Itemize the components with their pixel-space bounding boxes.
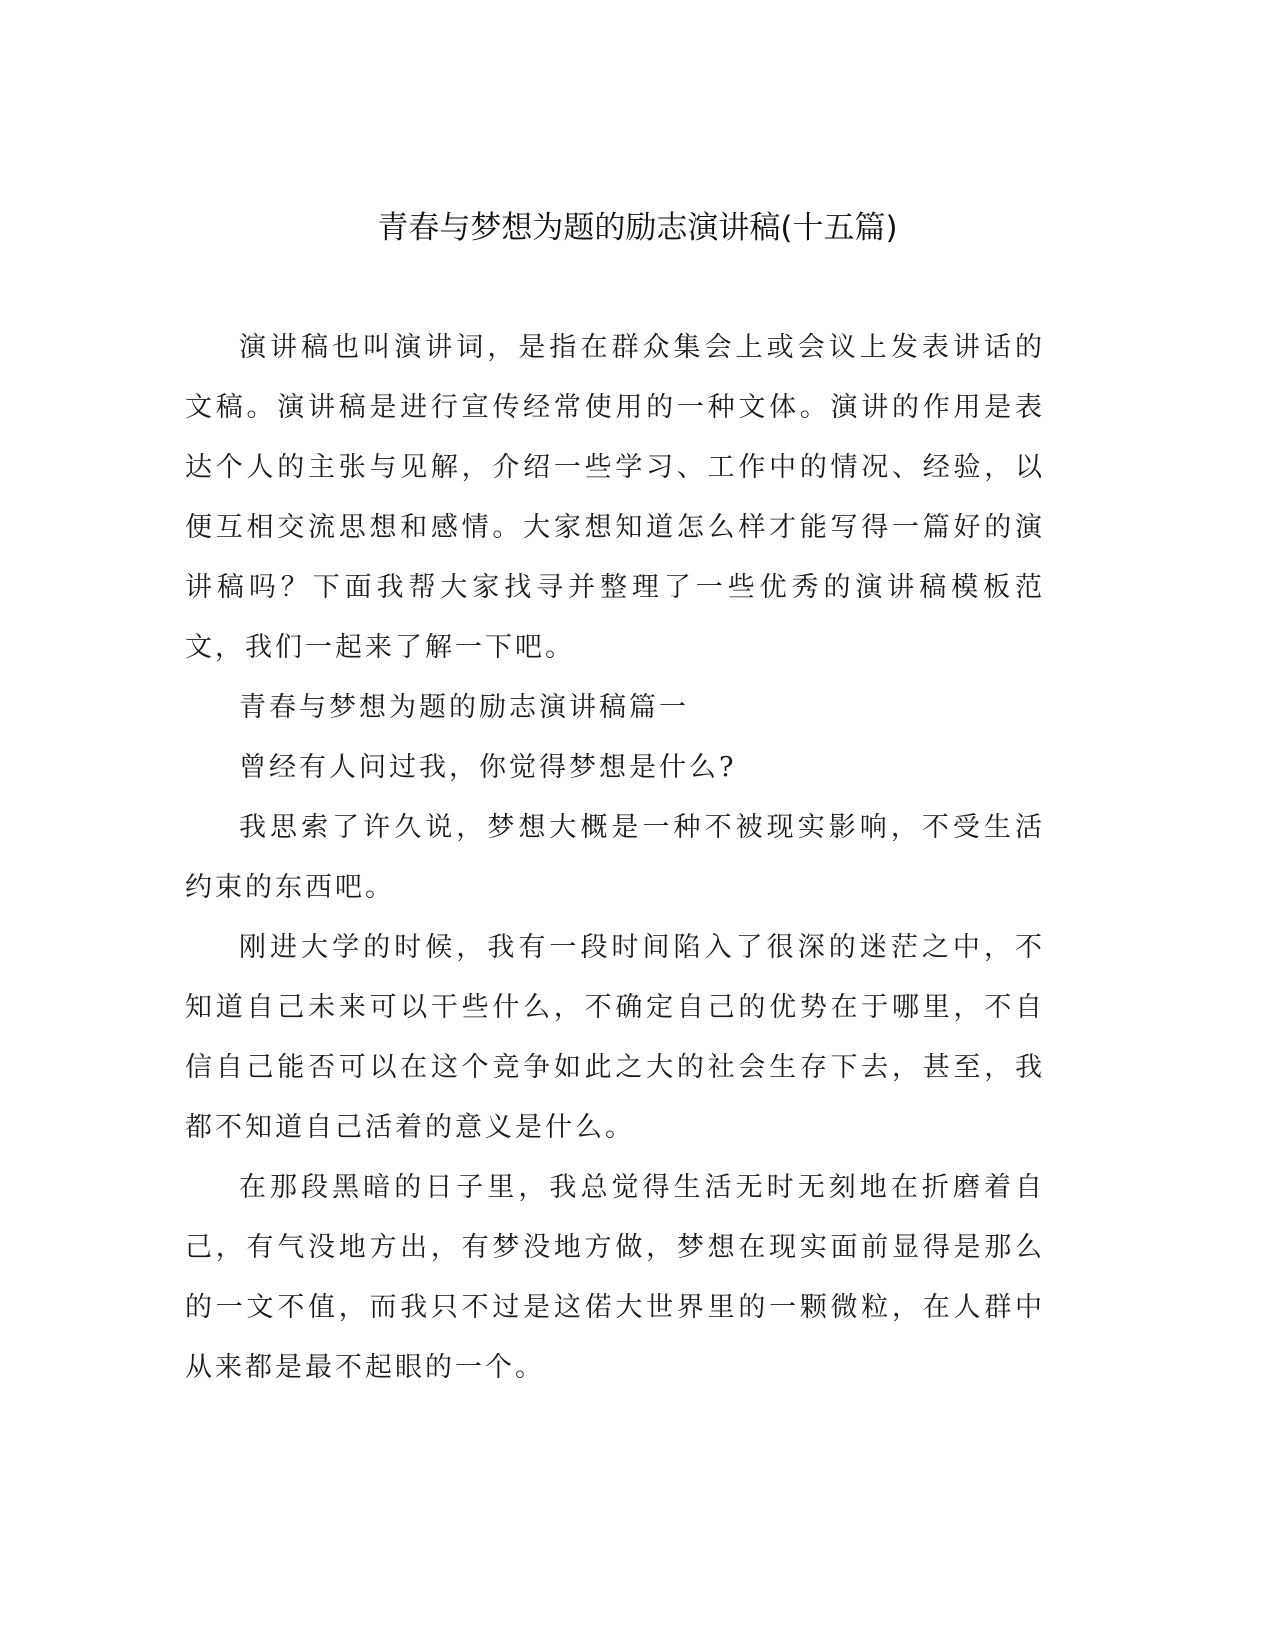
paragraph: 我思索了许久说，梦想大概是一种不被现实影响，不受生活约束的东西吧。: [185, 812, 1045, 903]
paragraph: 在那段黑暗的日子里，我总觉得生活无时无刻地在折磨着自己，有气没地方出，有梦没地方做，梦想在现实面前显得是那么的一文不值，而我只不过是这偌大世界里的一颗微粒，在人群中从来都是最不起眼的一个。: [185, 1172, 1045, 1383]
section-heading: 青春与梦想为题的励志演讲稿篇一: [239, 692, 689, 723]
document-title: 青春与梦想为题的励志演讲稿(十五篇): [377, 210, 898, 246]
paragraph-intro: 演讲稿也叫演讲词，是指在群众集会上或会议上发表讲话的文稿。演讲稿是进行宣传经常使用的一种文体。演讲的作用是表达个人的主张与见解，介绍一些学习、工作中的情况、经验，以便互相交流思想和感情。大家想知道怎么样才能写得一篇好的演讲稿吗？下面我帮大家找寻并整理了一些优秀的演讲稿模板范文，我们一起来了解一下吧。: [185, 332, 1045, 663]
document-body: [185, 318, 1045, 1398]
paragraph: 曾经有人问过我，你觉得梦想是什么?: [239, 752, 737, 783]
paragraph: 刚进大学的时候，我有一段时间陷入了很深的迷茫之中，不知道自己未来可以干些什么，不确定自己的优势在于哪里，不自信自己能否可以在这个竞争如此之大的社会生存下去，甚至，我都不知道自己活着的意义是什么。: [185, 932, 1045, 1143]
